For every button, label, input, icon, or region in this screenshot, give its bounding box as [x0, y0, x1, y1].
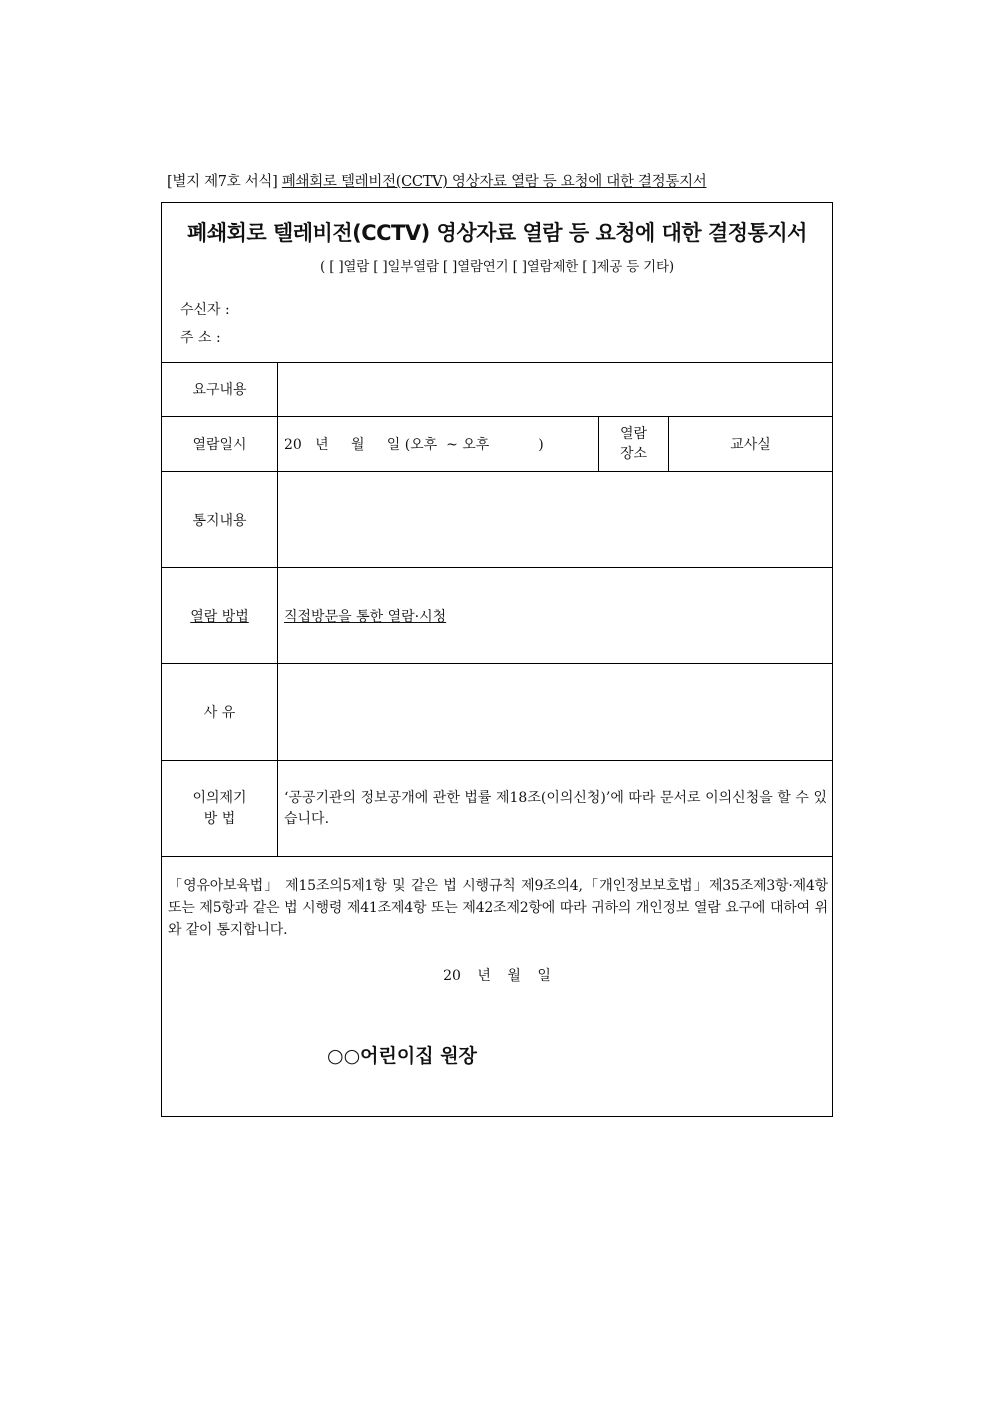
- place-value: 교사실: [730, 437, 771, 453]
- recipient-label: 수신자 :: [180, 302, 230, 318]
- objection-row: [162, 761, 832, 857]
- signature-line: ○○어린이집 원장: [327, 1045, 477, 1067]
- notice-statement: 「영유아보육법」 제15조의5제1항 및 같은 법 시행규칙 제9조의4,「개인정보보호법」제35조제3항·제4항 또는 제5항과 같은 법 시행령 제41조제4항 또는 제42조제2항에 따라 귀하의 개인정보 열람 요구에 대하여 위와 같이 통지합니다.: [168, 878, 828, 938]
- notice-row: [162, 472, 832, 568]
- notice-date: 20 년 월 일: [443, 968, 551, 984]
- method-row: [162, 568, 832, 664]
- place-label: 열람 장소: [599, 417, 669, 471]
- method-value: 직접방문을 통한 열람·시청: [284, 608, 447, 625]
- form-header: [162, 203, 832, 363]
- caption-title: 폐쇄회로 텔레비전(CCTV) 영상자료 열람 등 요청에 대한 결정통지서: [281, 174, 707, 190]
- request-value: [279, 362, 832, 416]
- caption-prefix: [별지 제7호 서식]: [167, 174, 278, 190]
- method-label: 열람 방법: [162, 568, 278, 663]
- reason-row: [162, 664, 832, 761]
- request-label: 요구내용: [162, 362, 278, 416]
- datetime-label: 열람일시: [162, 417, 278, 471]
- datetime-value: 20 년 월 일 (오후 ~ 오후 ): [279, 417, 599, 471]
- reason-value: [279, 664, 832, 760]
- address-label: 주 소 :: [180, 330, 221, 346]
- form-caption: [167, 170, 707, 191]
- decision-options: ( [ ]열람 [ ]일부열람 [ ]열람연기 [ ]열람제한 [ ]제공 등 기타): [320, 259, 674, 275]
- datetime-row: [162, 417, 832, 472]
- notice-value: [279, 472, 832, 567]
- form-title: 폐쇄회로 텔레비전(CCTV) 영상자료 열람 등 요청에 대한 결정통지서: [187, 221, 807, 245]
- objection-value: ‘공공기관의 정보공개에 관한 법률 제18조(이의신청)’에 따라 문서로 이의신청을 할 수 있습니다.: [284, 789, 827, 827]
- notice-form: [161, 202, 833, 1117]
- reason-label: 사 유: [162, 664, 278, 760]
- objection-label: 이의제기 방 법: [162, 761, 278, 856]
- notice-label: 통지내용: [162, 472, 278, 567]
- request-row: [162, 362, 832, 417]
